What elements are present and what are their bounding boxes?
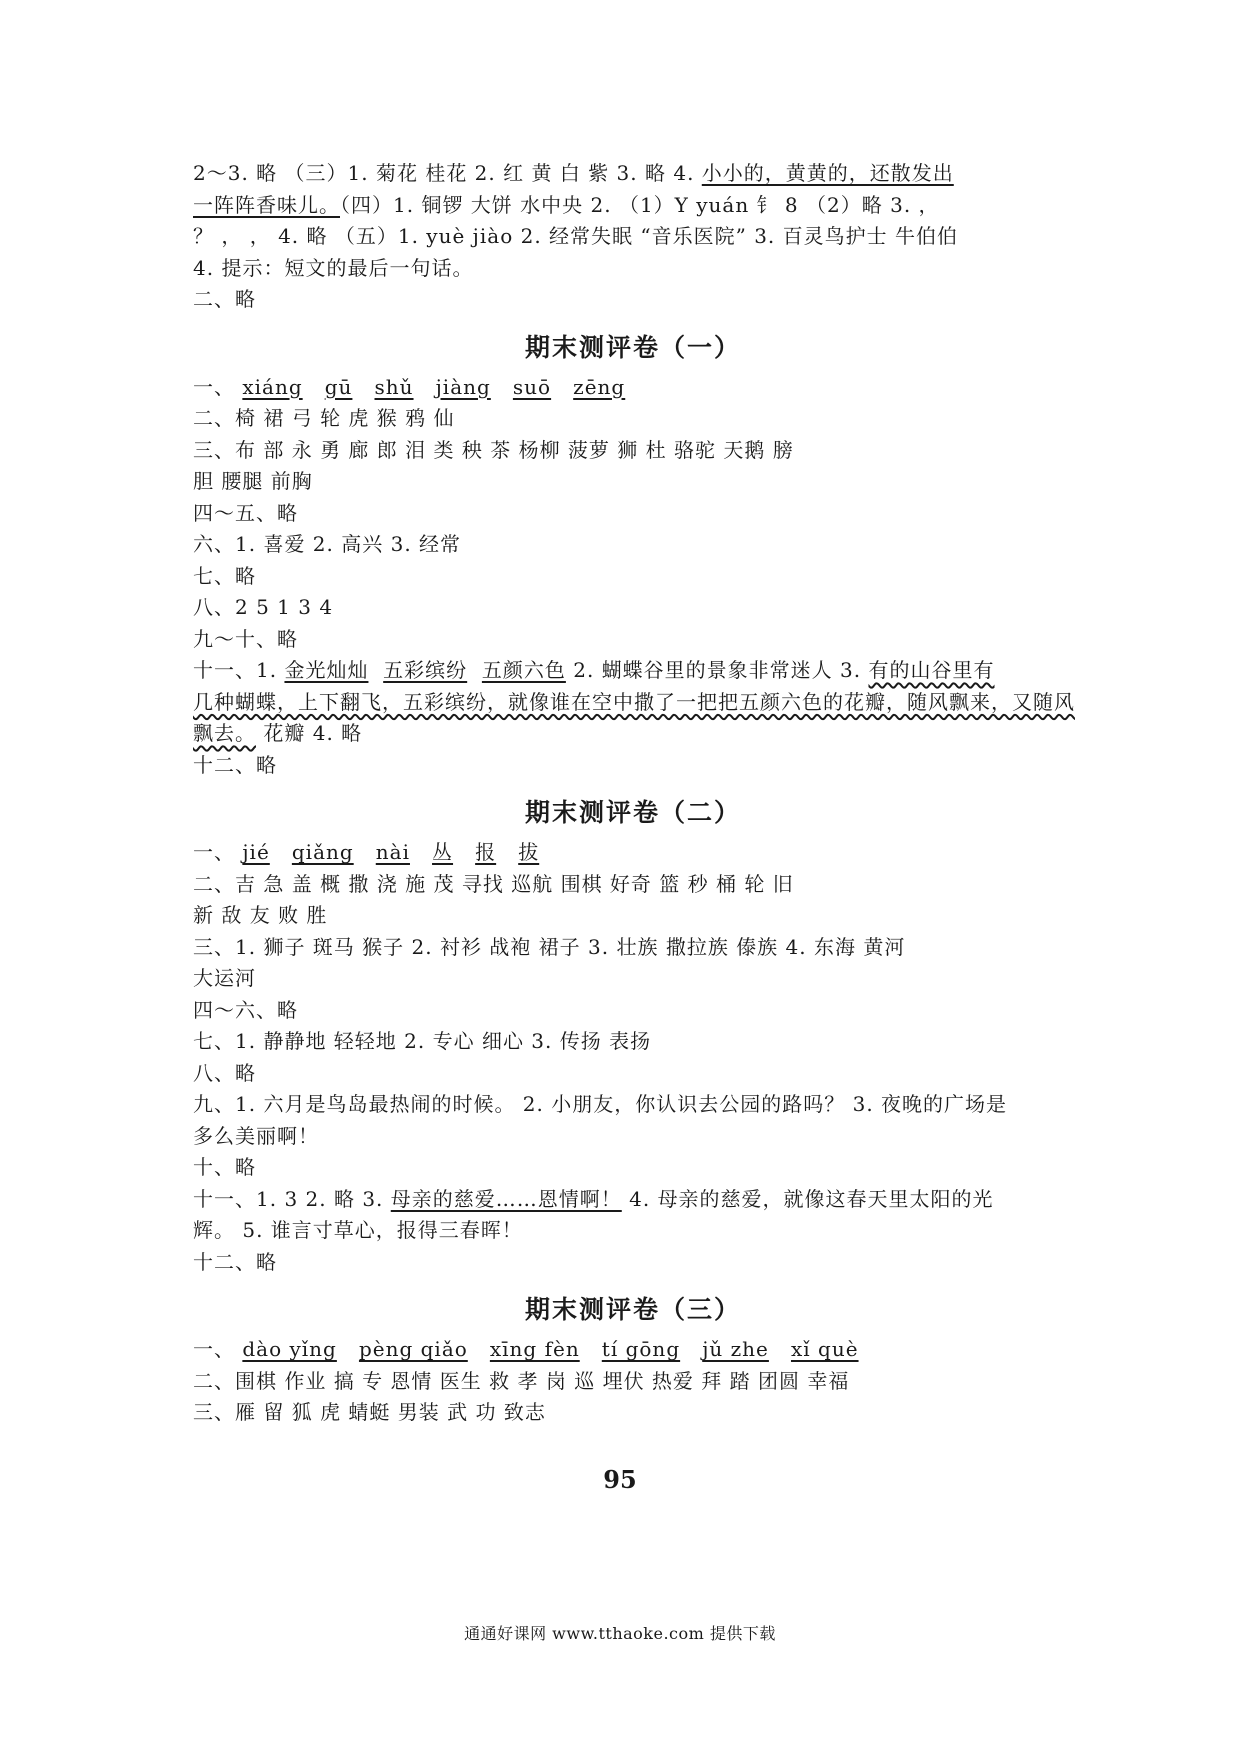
pinyin-answer: xiáng — [242, 374, 303, 399]
underlined-answer: 金光灿灿 — [284, 658, 369, 682]
question-number: 十一、1. — [193, 658, 285, 682]
wavy-underlined-answer: 飘去。 — [193, 721, 256, 745]
section-title: 期末测评卷（三） — [524, 1295, 741, 1324]
answer-line: 辉。 5. 谁言寸草心，报得三春晖！ — [193, 1218, 523, 1242]
answer-line: 四～六、略 — [193, 997, 298, 1022]
answer-content — [193, 158, 1073, 1429]
pinyin-answer: qiǎng — [291, 840, 354, 864]
answer-line: 十二、略 — [193, 1249, 277, 1274]
answer-line: 十二、略 — [193, 752, 277, 777]
question-number: 一、 — [193, 1337, 235, 1361]
underlined-answer: 五彩缤纷 — [383, 658, 468, 682]
wavy-underlined-answer: 几种蝴蝶，上下翻飞，五彩缤纷，就像谁在空中撒了一把把五颜六色的花瓣，随风飘来，又随风 — [193, 689, 1075, 714]
answer-line: 十、略 — [193, 1155, 256, 1179]
answer-line: 九、1. 六月是鸟岛最热闹的时候。 2. 小朋友，你认识去公园的路吗？ 3. 夜晚的广场是 — [193, 1092, 1008, 1116]
answer-line: 多么美丽啊！ — [193, 1123, 319, 1148]
answer-text: 2. 蝴蝶谷里的景象非常迷人 3. — [565, 658, 869, 682]
answer-line: 七、1. 静静地 轻轻地 2. 专心 细心 3. 传扬 表扬 — [193, 1029, 652, 1053]
answer-line: 二、吉 急 盖 概 撒 浇 施 茂 寻找 巡航 围棋 好奇 篮 秒 桶 轮 旧 — [193, 871, 794, 896]
underlined-answer: 一阵阵香味儿。 — [193, 192, 340, 217]
answer-line: 胆 腰腿 前胸 — [193, 469, 313, 493]
pinyin-answer: jǔ zhe — [702, 1337, 769, 1361]
pinyin-answer: tí gōng — [601, 1337, 681, 1361]
pinyin-answer: suō — [512, 374, 552, 399]
answer-line: 九～十、略 — [193, 626, 298, 651]
pinyin-answer: shǔ — [374, 374, 414, 399]
answer-line: 八、略 — [193, 1060, 256, 1085]
wavy-underlined-answer: 有的山谷里有 — [868, 658, 995, 682]
pinyin-answer: nài — [375, 840, 410, 864]
underlined-answer: 五颜六色 — [481, 658, 566, 682]
question-number: 一、 — [193, 840, 235, 864]
page-number: 95 — [603, 1465, 637, 1494]
answer-line: 三、布 部 永 勇 廊 郎 泪 类 秧 茶 杨柳 菠萝 狮 杜 骆驼 天鹅 膀 — [193, 437, 794, 462]
underlined-answer: 母亲的慈爱……恩情啊！ — [390, 1186, 622, 1211]
answer-text: 2～3. 略 （三）1. 菊花 桂花 2. 红 黄 白 紫 3. 略 4. — [193, 161, 702, 185]
answer-line: 七、略 — [193, 563, 256, 588]
answer-line: 八、2 5 1 3 4 — [193, 595, 334, 619]
question-number: 十一、1. 3 2. 略 3. — [193, 1186, 391, 1211]
answer-line — [193, 1184, 1073, 1216]
pinyin-answer: jiàng — [435, 374, 491, 399]
character-answer: 报 — [475, 840, 497, 864]
pinyin-answer: xǐ què — [790, 1337, 859, 1361]
underlined-answer: 小小的，黄黄的，还散发出 — [701, 161, 954, 185]
answer-text: （四）1. 铜锣 大饼 水中央 2. （1）Y yuán 钅 8 （2）略 3. ， — [340, 192, 940, 217]
answer-line — [193, 190, 1073, 222]
answer-line: 六、1. 喜爱 2. 高兴 3. 经常 — [193, 532, 462, 556]
question-number: 一、 — [193, 374, 235, 399]
pinyin-answer: zēng — [573, 374, 626, 399]
answer-line — [193, 158, 1073, 190]
section-title: 期末测评卷（二） — [524, 798, 741, 827]
pinyin-answer: gū — [324, 374, 353, 399]
answer-line — [193, 1334, 1073, 1366]
answer-text: 4. 母亲的慈爱，就像这春天里太阳的光 — [621, 1186, 994, 1211]
answer-line — [193, 837, 1073, 869]
answer-line: 四～五、略 — [193, 500, 298, 525]
pinyin-answer: xīng fèn — [489, 1337, 580, 1361]
answer-line: 二、围棋 作业 搞 专 恩情 医生 救 孝 岗 巡 埋伏 热爱 拜 踏 团圆 幸福 — [193, 1368, 850, 1393]
answer-text: 花瓣 4. 略 — [256, 721, 363, 745]
character-answer: 丛 — [432, 840, 454, 864]
answer-line: 三、1. 狮子 斑马 猴子 2. 衬衫 战袍 裙子 3. 壮族 撒拉族 傣族 4. 东海 黄河 — [193, 934, 906, 959]
answer-line: 新 敌 友 败 胜 — [193, 903, 328, 927]
pinyin-answer: pèng qiǎo — [358, 1337, 468, 1361]
answer-line: ？ ， ， 4. 略 （五）1. yuè jiào 2. 经常失眠 “音乐医院” 3. 百灵鸟护士 牛伯伯 — [193, 224, 959, 248]
answer-line: 三、雁 留 狐 虎 蜻蜓 男装 武 功 致志 — [193, 1400, 546, 1424]
answer-line — [193, 372, 1073, 404]
character-answer: 拔 — [518, 840, 540, 864]
answer-line — [193, 718, 1073, 750]
pinyin-answer: jié — [242, 840, 270, 864]
answer-line: 大运河 — [193, 966, 256, 990]
answer-line — [193, 655, 1073, 687]
footer-watermark: 通通好课网 www.tthaoke.com 提供下载 — [464, 1624, 776, 1643]
pinyin-answer: dào yǐng — [242, 1337, 337, 1361]
answer-line: 4. 提示：短文的最后一句话。 — [193, 255, 474, 280]
answer-line: 二、略 — [193, 287, 256, 311]
answer-line — [193, 687, 1073, 719]
answer-line: 二、椅 裙 弓 轮 虎 猴 鸦 仙 — [193, 406, 455, 430]
section-title: 期末测评卷（一） — [524, 332, 741, 362]
